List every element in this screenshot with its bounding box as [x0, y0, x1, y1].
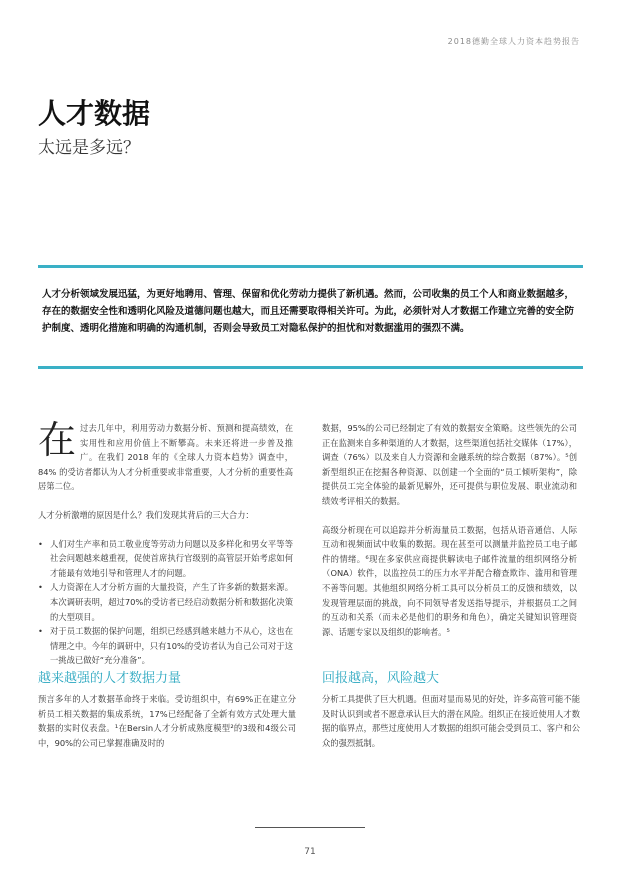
section-heading-higher-returns: 回报越高，风险越大: [322, 671, 440, 686]
left-column: [38, 418, 293, 682]
list-item: • 对于员工数据的保护问题，组织已经感到越来越力不从心，这也在情理之中。今年的调研中，只有10%的受访者认为自己公司对于这一挑战已做好“充分准备”。: [38, 624, 293, 668]
intro-bottom-rule: [38, 366, 583, 369]
page-number: 71: [304, 847, 316, 857]
forces-list: [38, 537, 293, 668]
left-paragraph-1-text: 过去几年中，利用劳动力数据分析、预测和提高绩效，在实用性和应用价值上不断攀高。未来还将进一步普及推广。在我们 2018 年的《全球人力资本趋势》调查中，84% 的受访者都认为人才分析重要或非常重要，人才分析的重要性高居第二位。: [38, 423, 293, 492]
section-body-higher-returns: 分析工具提供了巨大机遇。但面对显而易见的好处，许多高管可能不能及时认识到或者不愿意承认巨大的潜在风险。组织正在接近使用人才数据的临界点，那些过度使用人才数据的组织可能会受到员工、客户和公众的强烈抵制。: [322, 694, 580, 748]
right-paragraph-1: 数据，95%的公司已经制定了有效的数据安全策略。这些领先的公司正在监测来自多种渠道的人才数据，这些渠道包括社交媒体（17%），调查（76%）以及来自人力资源和金融系统的综合数据（87%）。⁵创新型组织正在挖掘各种资源、以创建一个全面的“员工倾听架构”，除提供员工完全体验的最新见解外，还可提供与职位发展、职业流动和绩效考评相关的数据。: [322, 423, 577, 506]
list-item: • 人力资源在人才分析方面的大量投资，产生了许多新的数据来源。本次调研表明，超过70%的受访者已经启动数据分析和数据化决策的大型项目。: [38, 580, 293, 624]
intro-top-rule: [38, 265, 583, 268]
footer-rule: [255, 827, 365, 828]
right-column: [322, 421, 577, 653]
section-body-talent-data-power: 预言多年的人才数据革命终于来临。受访组织中，有69%正在建立分析员工相关数据的集成系统，17%已经配备了全新有效方式处理大量数据的实时仪表盘。¹在Bersin人才分析成熟度模型²的3级和4级公司中，90%的公司已掌握准确及时的: [38, 694, 296, 748]
page-title: 人才数据: [38, 97, 151, 130]
section-heading-talent-data-power: 越来越强的人才数据力量: [38, 671, 182, 686]
list-item: • 人们对生产率和员工敬业度等劳动力问题以及多样化和男女平等等社会问题越来越重视，促使首席执行官级别的高管层开始考虑如何才能最有效地引导和管理人才的问题。: [38, 537, 293, 581]
drop-cap: 在: [38, 418, 77, 462]
left-paragraph-2: 人才分析激增的原因是什么？我们发现其背后的三大合力：: [38, 509, 254, 520]
running-header: 2018德勤全球人力资本趋势报告: [447, 37, 580, 46]
page-subtitle: 太远是多远？: [38, 138, 140, 158]
left-paragraph-1: [38, 418, 293, 494]
right-paragraph-2: 高级分析现在可以追踪并分析海量员工数据，包括从语音通信、人际互动和视频面试中收集的数据。现在甚至可以测量并监控员工电子邮件的情绪。⁶现在多家供应商提供解读电子邮件流量的组织网络分析（ONA）软件，以监控员工的压力水平并配合稽查欺诈、滥用和管理不善等问题。其他组织网络分析工具可以分析员工的反馈和绩效，以发现管理层面的挑战，向不同领导者发送指导提示，并根据员工之间的互动和关系（而未必是他们的职务和角色），确定关键知识管理资源、话题专家以及组织的影响者。⁵: [322, 524, 577, 637]
intro-paragraph: 人才分析领域发展迅猛，为更好地聘用、管理、保留和优化劳动力提供了新机遇。然而，公司收集的员工个人和商业数据越多，存在的数据安全性和透明化风险及道德问题也越大，而且还需要取得相关许可。为此，必须针对人才数据工作建立完善的安全防护制度、透明化措施和明确的沟通机制，否则会导致员工对隐私保护的担忧和对数据滥用的强烈不满。: [42, 289, 575, 334]
